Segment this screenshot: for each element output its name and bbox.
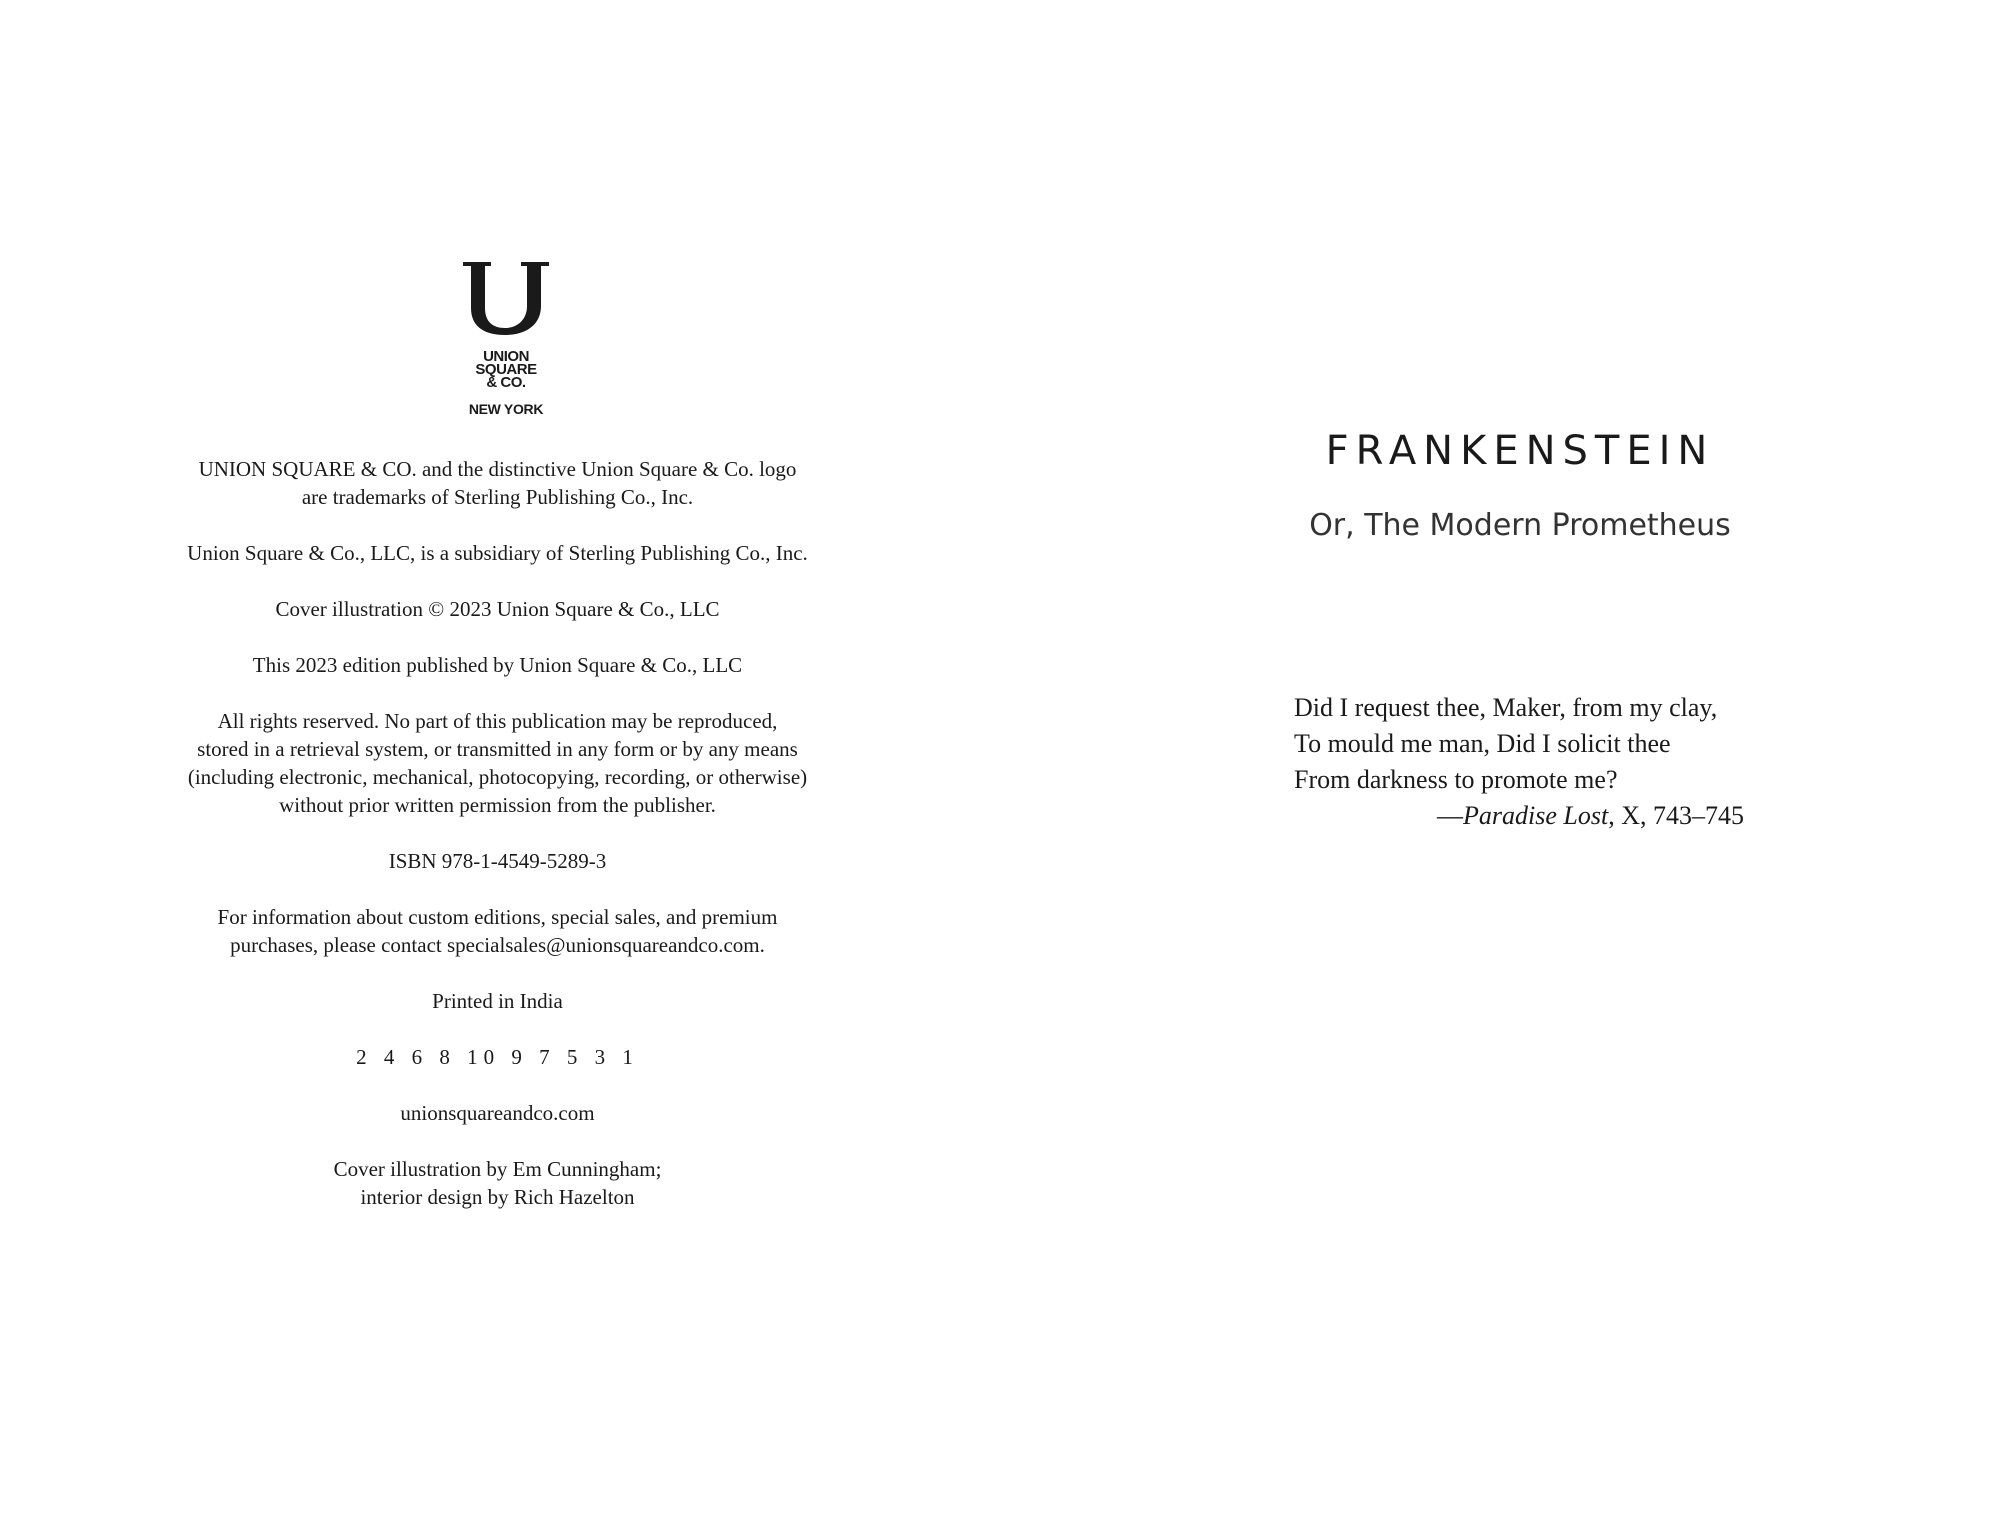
publisher-website bbox=[150, 1099, 845, 1127]
edition-notice bbox=[150, 651, 845, 679]
logo-word: & CO. bbox=[486, 374, 526, 391]
union-square-u-logo-icon bbox=[461, 258, 551, 336]
text-line: 2 4 6 8 10 9 7 5 3 1 bbox=[356, 1045, 639, 1069]
epigraph bbox=[1294, 690, 1744, 834]
printed-in bbox=[150, 987, 845, 1015]
logo-city: NEW YORK bbox=[468, 401, 544, 417]
isbn bbox=[150, 847, 845, 875]
logo-wordmark bbox=[456, 350, 556, 389]
publisher-logo bbox=[456, 258, 556, 417]
text-line: purchases, please contact specialsales@unionsquareandco.com. bbox=[230, 933, 765, 957]
text-line: ISBN 978-1-4549-5289-3 bbox=[388, 849, 607, 873]
epigraph-line: Did I request thee, Maker, from my clay, bbox=[1294, 693, 1718, 722]
text-line: This 2023 edition published by Union Square & Co., LLC bbox=[252, 653, 743, 677]
text-line: UNION SQUARE & CO. and the distinctive Union Square & Co. logo bbox=[198, 457, 797, 481]
trademark-notice bbox=[150, 455, 845, 511]
book-title: FRANKENSTEIN bbox=[1325, 428, 1715, 474]
printer-key bbox=[150, 1043, 845, 1071]
epigraph-line: From darkness to promote me? bbox=[1294, 765, 1618, 794]
text-line: Union Square & Co., LLC, is a subsidiary of Sterling Publishing Co., Inc. bbox=[187, 541, 808, 565]
attribution-work: Paradise Lost bbox=[1463, 801, 1609, 830]
design-credits bbox=[150, 1155, 845, 1211]
logo-word: UNION bbox=[483, 348, 529, 365]
epigraph-attribution bbox=[1294, 798, 1744, 834]
epigraph-line: To mould me man, Did I solicit thee bbox=[1294, 729, 1671, 758]
text-line: without prior written permission from the publisher. bbox=[279, 793, 716, 817]
copyright-text bbox=[150, 455, 845, 1239]
text-line: For information about custom editions, special sales, and premium bbox=[217, 905, 778, 929]
attribution-dash: — bbox=[1437, 801, 1464, 830]
text-line: unionsquareandco.com bbox=[400, 1101, 595, 1125]
text-line: stored in a retrieval system, or transmitted in any form or by any means bbox=[197, 737, 798, 761]
text-line: (including electronic, mechanical, photocopying, recording, or otherwise) bbox=[187, 765, 808, 789]
cover-copyright bbox=[150, 595, 845, 623]
text-line: Cover illustration © 2023 Union Square & Co., LLC bbox=[275, 597, 720, 621]
text-line: interior design by Rich Hazelton bbox=[360, 1185, 635, 1209]
rights-reserved bbox=[150, 707, 845, 819]
subsidiary-notice bbox=[150, 539, 845, 567]
text-line: are trademarks of Sterling Publishing Co., Inc. bbox=[301, 485, 694, 509]
title-page bbox=[1000, 0, 2000, 1524]
text-line: Printed in India bbox=[432, 989, 563, 1013]
logo-word: SQUARE bbox=[475, 361, 537, 378]
book-subtitle: Or, The Modern Prometheus bbox=[1309, 508, 1731, 543]
text-line: Cover illustration by Em Cunningham; bbox=[333, 1157, 662, 1181]
attribution-reference: , X, 743–745 bbox=[1608, 801, 1744, 830]
special-sales-notice bbox=[150, 903, 845, 959]
text-line: All rights reserved. No part of this publication may be reproduced, bbox=[217, 709, 778, 733]
